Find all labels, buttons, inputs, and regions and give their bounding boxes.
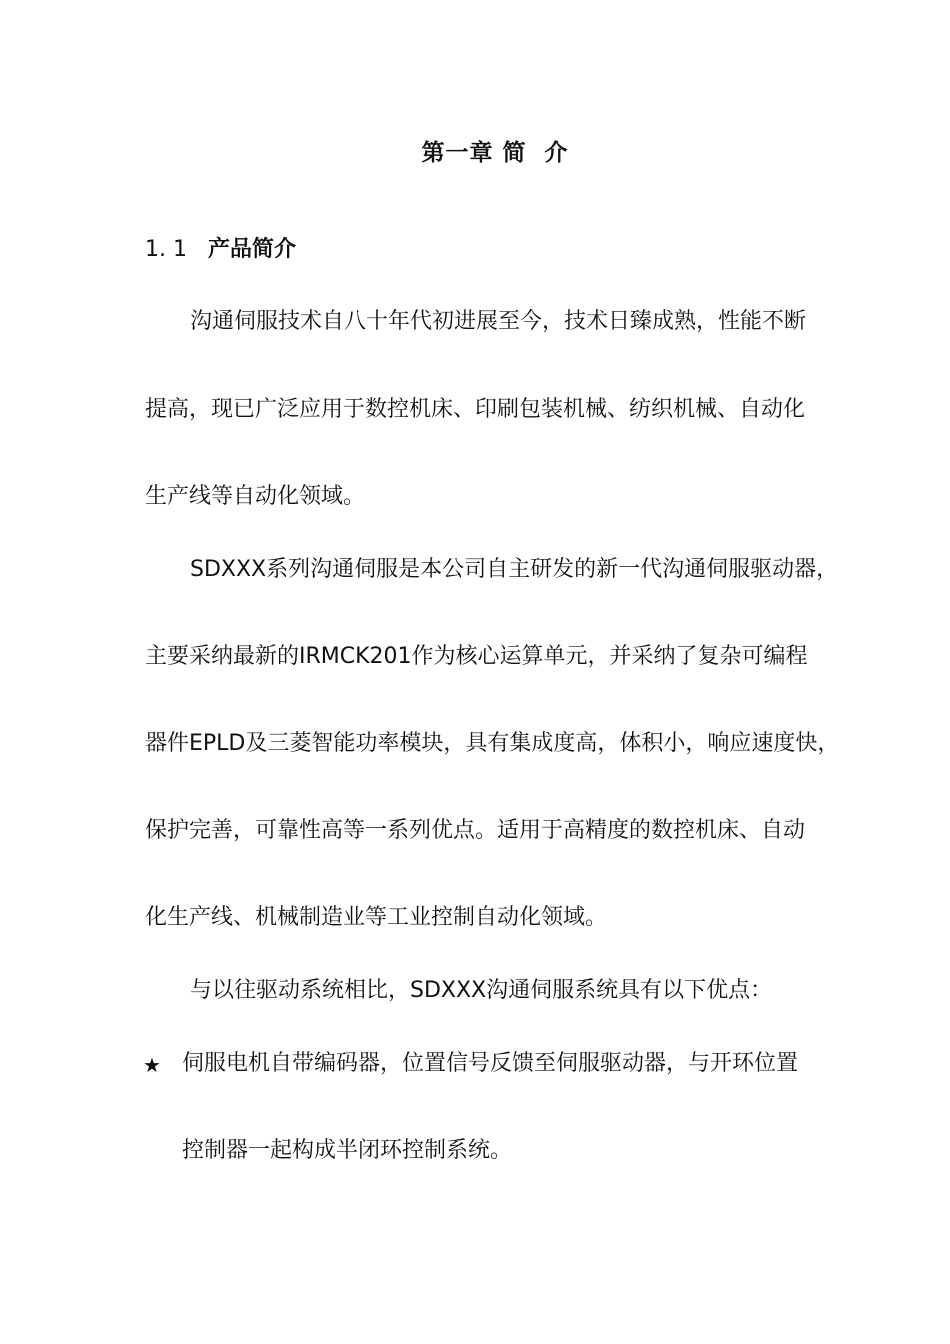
chapter-title: 第一章 简 介	[421, 140, 569, 166]
section-title: 产品简介	[207, 237, 296, 262]
section-number: 1. 1	[145, 237, 187, 262]
paragraph-1-line-1: 沟通伺服技术自八十年代初进展至今，技术日臻成熟，性能不断	[190, 309, 807, 334]
paragraph-2-line-2: 主要采纳最新的IRMCK201作为核心运算单元，并采纳了复杂可编程	[145, 644, 808, 669]
paragraph-2-line-4: 保护完善，可靠性高等一系列优点。适用于高精度的数控机床、自动	[145, 818, 806, 843]
paragraph-1-line-3: 生产线等自动化领域。	[145, 484, 366, 509]
paragraph-1-line-2: 提高，现已广泛应用于数控机床、印刷包装机械、纺织机械、自动化	[145, 397, 806, 422]
bullet-1-line-1: 伺服电机自带编码器，位置信号反馈至伺服驱动器，与开环位置	[182, 1051, 799, 1076]
star-bullet-icon: ★	[143, 1053, 161, 1077]
section-heading	[145, 232, 296, 263]
paragraph-2-line-5: 化生产线、机械制造业等工业控制自动化领域。	[145, 905, 608, 930]
bullet-1-line-2: 控制器一起构成半闭环控制系统。	[182, 1138, 513, 1163]
paragraph-2-line-1: SDXXX系列沟通伺服是本公司自主研发的新一代沟通伺服驱动器，	[190, 557, 839, 582]
paragraph-3-line-1: 与以往驱动系统相比，SDXXX沟通伺服系统具有以下优点：	[190, 978, 773, 1003]
paragraph-2-line-3: 器件EPLD及三菱智能功率模块，具有集成度高，体积小，响应速度快，	[145, 731, 840, 756]
